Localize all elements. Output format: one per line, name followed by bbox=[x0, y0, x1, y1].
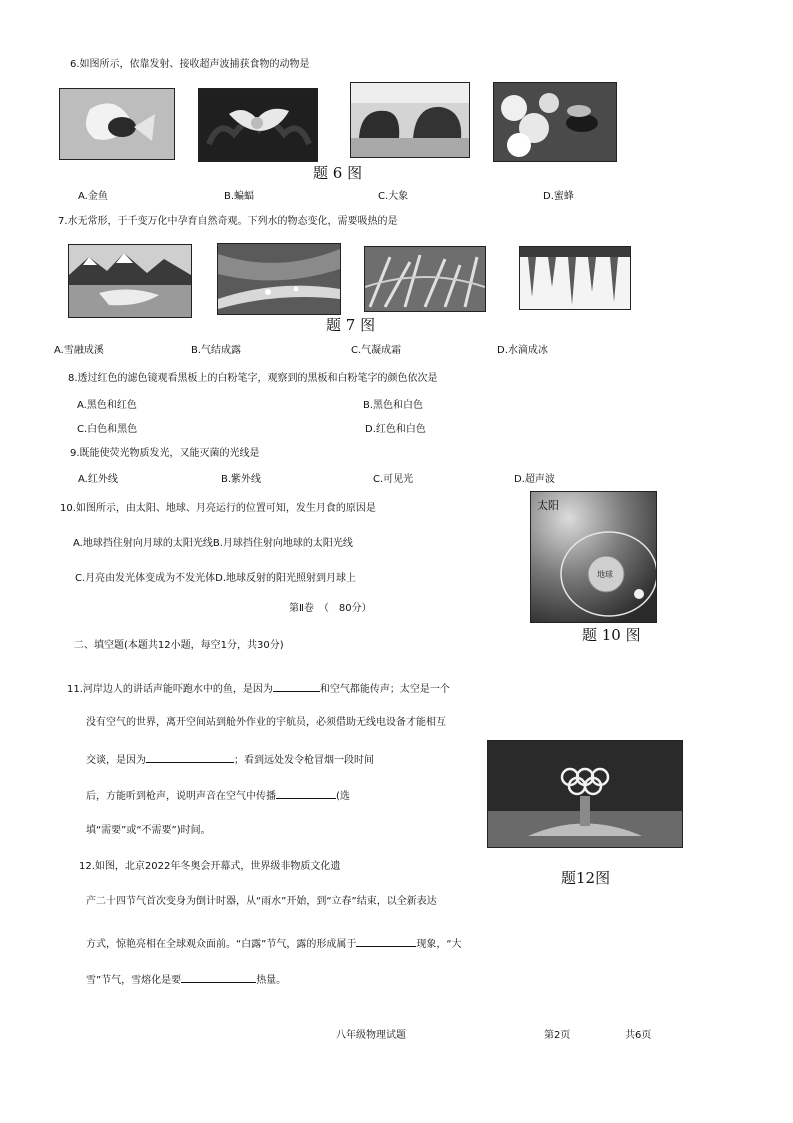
q8-option-d: D.红色和白色 bbox=[365, 424, 426, 435]
q11-line4 bbox=[86, 789, 350, 803]
q10-stem: 10.如图所示，由太阳、地球、月亮运行的位置可知，发生月食的原因是 bbox=[60, 503, 376, 514]
q12-blank-1[interactable] bbox=[356, 937, 416, 947]
q12-blank-2[interactable] bbox=[181, 973, 256, 983]
q7-option-a: A.雪融成溪 bbox=[54, 345, 104, 356]
bee-image bbox=[493, 82, 617, 162]
q11-line3-part1: 交谈，是因为 bbox=[86, 755, 146, 766]
q12-line4-part2: 热量。 bbox=[256, 975, 287, 986]
q11-line5: 填“需要”或“不需要”)时间。 bbox=[86, 825, 211, 836]
sun-label: 太阳 bbox=[537, 499, 559, 512]
bat-image bbox=[198, 88, 318, 162]
q9-option-a: A.红外线 bbox=[78, 474, 118, 485]
q10-caption: 题 10 图 bbox=[582, 626, 641, 644]
q7-caption: 题 7 图 bbox=[326, 316, 376, 334]
icicle-image bbox=[519, 246, 631, 310]
q7-option-b: B.气结成露 bbox=[191, 345, 242, 356]
q10-options-line1: A.地球挡住射向月球的太阳光线B.月球挡住射向地球的太阳光线 bbox=[73, 538, 353, 549]
q11-line1-part1: 11.河岸边人的讲话声能吓跑水中的鱼，是因为 bbox=[67, 684, 273, 695]
volume-label: 第Ⅱ卷 （ 80分） bbox=[289, 603, 372, 614]
q12-line3-part1: 方式，惊艳亮相在全球观众面前。“白露”节气，露的形成属于 bbox=[86, 939, 357, 950]
q11-line1-part2: 和空气都能传声；太空是一个 bbox=[319, 684, 450, 695]
q7-option-c: C.气凝成霜 bbox=[351, 345, 402, 356]
q6-option-d: D.蜜蜂 bbox=[543, 191, 574, 202]
frost-image bbox=[364, 246, 486, 312]
q11-blank-1[interactable] bbox=[273, 682, 320, 692]
q12-caption: 题12图 bbox=[561, 869, 611, 887]
footer-page: 第2页 bbox=[544, 1030, 571, 1041]
lunar-eclipse-image bbox=[530, 491, 657, 623]
q6-option-a: A.金鱼 bbox=[78, 191, 108, 202]
elephant-image bbox=[350, 82, 470, 158]
snow-melt-image bbox=[68, 244, 192, 318]
q11-line4-part2: (选 bbox=[336, 791, 350, 802]
q11-line2: 没有空气的世界，离开空间站到舱外作业的宇航员，必须借助无线电设备才能相互 bbox=[86, 717, 446, 728]
q12-line3-part2: 现象，“大 bbox=[416, 939, 462, 950]
q12-line3 bbox=[86, 937, 462, 951]
footer-total: 共6页 bbox=[625, 1030, 652, 1041]
goldfish-image bbox=[59, 88, 175, 160]
q11-blank-3[interactable] bbox=[276, 789, 336, 799]
q9-option-b: B.紫外线 bbox=[221, 474, 262, 485]
q11-line1 bbox=[67, 682, 450, 696]
q8-option-a: A.黑色和红色 bbox=[77, 400, 137, 411]
q6-option-c: C.大象 bbox=[378, 191, 409, 202]
q7-stem: 7.水无常形，于千变万化中孕育自然奇观。下列水的物态变化，需要吸热的是 bbox=[58, 216, 398, 227]
q12-line4 bbox=[86, 973, 286, 987]
q8-option-b: B.黑色和白色 bbox=[363, 400, 424, 411]
q9-option-c: C.可见光 bbox=[373, 474, 414, 485]
q12-line4-part1: 雪”节气，雪熔化是要 bbox=[86, 975, 182, 986]
q11-line3-part2: ；看到远处发令枪冒烟一段时间 bbox=[234, 755, 374, 766]
q6-option-b: B.蝙蝠 bbox=[224, 191, 255, 202]
q11-line4-part1: 后，方能听到枪声，说明声音在空气中传播 bbox=[86, 791, 276, 802]
q6-stem: 6.如图所示，依靠发射、接收超声波捕获食物的动物是 bbox=[70, 59, 310, 70]
section-title: 二、填空题(本题共12小题，每空1分，共30分) bbox=[74, 640, 284, 651]
q12-line1: 12.如图，北京2022年冬奥会开幕式，世界级非物质文化遗 bbox=[79, 861, 341, 872]
q9-stem: 9.既能使荧光物质发光，又能灭菌的光线是 bbox=[70, 448, 260, 459]
q7-option-d: D.水滴成冰 bbox=[497, 345, 548, 356]
q10-options-line2: C.月亮由发光体变成为不发光体D.地球反射的阳光照射到月球上 bbox=[75, 573, 357, 584]
q11-blank-2[interactable] bbox=[146, 753, 234, 763]
olympics-image bbox=[487, 740, 683, 848]
q6-caption: 题 6 图 bbox=[313, 164, 363, 182]
q11-line3 bbox=[86, 753, 374, 767]
footer-title: 八年级物理试题 bbox=[336, 1030, 406, 1041]
q8-option-c: C.白色和黑色 bbox=[77, 424, 138, 435]
q8-stem: 8.透过红色的滤色镜观看黑板上的白粉笔字，观察到的黑板和白粉笔字的颜色依次是 bbox=[68, 373, 438, 384]
q9-option-d: D.超声波 bbox=[514, 474, 555, 485]
earth-label: 地球 bbox=[597, 570, 613, 579]
dew-image bbox=[217, 243, 341, 315]
q12-line2: 产二十四节气首次变身为倒计时器，从“雨水”开始，到“立春”结束，以全新表达 bbox=[86, 896, 437, 907]
